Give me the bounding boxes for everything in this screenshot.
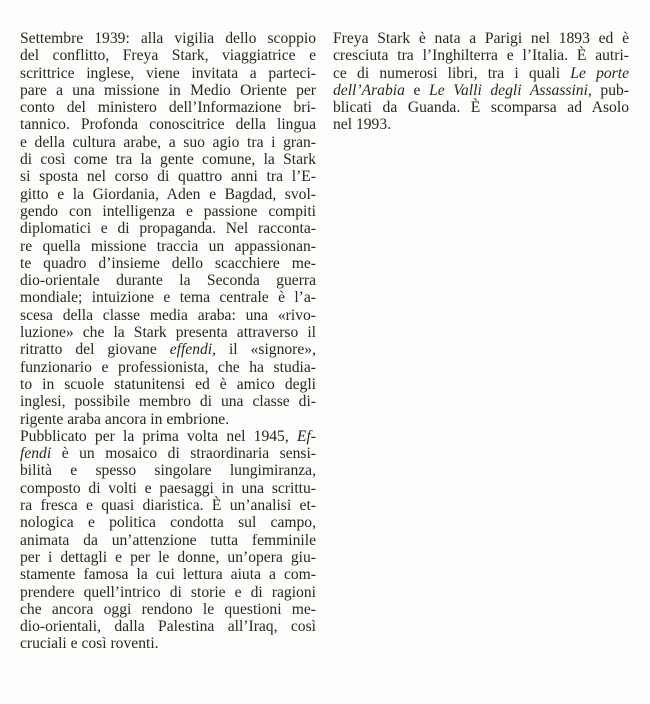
text-line [20,584,316,601]
text-run: è un mosaico di straordinaria sensi- [51,445,316,463]
text-run: Pubblicato per la prima volta nel 1945, [20,427,297,445]
text-run: mondiale; intuizione e tema centrale è l’a- [20,289,316,307]
text-run: ritratto del giovane [20,341,170,359]
text-line [20,30,316,47]
text-run: ra fresca e quasi diaristica. È un’analisi et- [20,497,316,515]
text-run: conto del ministero dell’Informazione bri- [20,99,316,117]
italic-title: dell’Arabia [333,81,405,99]
text-line [20,168,316,185]
text-line [20,393,316,410]
text-line [333,30,629,47]
text-run: ce di numerosi libri, tra i quali [333,64,571,82]
text-run: scesa della classe media araba: una «rivo- [20,306,316,324]
text-line [20,462,316,479]
text-line [20,549,316,566]
text-line [20,566,316,583]
text-run: rigente araba ancora in embrione. [20,410,230,428]
left-column [20,30,316,653]
text-run: Freya Stark è nata a Parigi nel 1893 ed è [333,30,629,47]
text-line [20,307,316,324]
italic-title: Le porte [570,64,629,82]
text-run: il «signore», [216,341,316,359]
text-run: re quella missione traccia un appassionan- [20,237,316,255]
text-run: nologica e politica condotta sul campo, [20,514,316,532]
text-line [333,116,629,133]
text-run: per i dettagli e per le donne, un’opera giu- [20,548,316,566]
text-line [20,532,316,549]
text-run: prendere quell’intrico di storie e di ragioni [20,583,316,601]
italic-title: effendi, [169,341,217,359]
text-run: stamente famosa la cui lettura aiuta a com- [20,566,316,584]
text-line [20,272,316,289]
text-line [20,411,316,428]
text-run: funzionario e professionista, che ha studia- [20,358,316,376]
right-column [333,30,629,134]
italic-title: Le Valli degli Assassini [429,81,588,99]
text-line [333,99,629,116]
text-line [20,47,316,64]
text-line [20,238,316,255]
right-paragraph [333,30,629,134]
text-run: scrittrice inglese, viene invitata a parteci- [20,64,316,82]
italic-title: Ef- [296,427,316,445]
text-line [20,341,316,358]
text-run: luzione» che la Stark presenta attraverso il [20,324,316,342]
text-line [20,116,316,133]
text-line [20,82,316,99]
text-run: gendo con intelligenza e passione compiti [20,202,316,220]
text-line [20,255,316,272]
text-line [20,134,316,151]
text-run: gitto e la Giordania, Aden e Bagdad, svol- [20,185,316,203]
text-run: diplomatici e di propaganda. Nel racconta- [20,220,316,238]
text-line [20,220,316,237]
text-line [333,82,629,99]
text-line [20,514,316,531]
text-line [20,445,316,462]
text-line [20,601,316,618]
text-run: , pub- [587,81,629,99]
text-run: del conflitto, Freya Stark, viaggiatrice e [20,47,316,65]
text-run: animata da un’attenzione tutta femminile [20,531,316,549]
text-run: composto di volti e paesaggi in una scrittu- [20,479,316,497]
text-run: tannico. Profonda conoscitrice della lingua [20,116,316,134]
text-line [20,428,316,445]
text-line [20,359,316,376]
text-line [20,324,316,341]
text-line [20,497,316,514]
text-run: e [404,81,430,99]
text-run: nel 1993. [333,116,392,134]
text-run: di così come tra la gente comune, la Stark [20,151,316,169]
text-run: inglesi, possibile membro di una classe di- [20,393,316,411]
text-line [20,186,316,203]
text-run: si sposta nel corso di quattro anni tra l’E- [20,168,316,186]
left-paragraph [20,428,316,653]
text-line [20,65,316,82]
left-paragraph [20,30,316,428]
text-run: blicati da Guanda. È scomparsa ad Asolo [333,99,629,117]
text-line [20,480,316,497]
text-run: Settembre 1939: alla vigilia dello scoppio [20,30,316,47]
text-run: bilità e spesso singolare lungimiranza, [20,462,316,480]
italic-title: fendi [20,445,52,463]
text-line [20,376,316,393]
text-line [20,203,316,220]
text-line [20,618,316,635]
text-line [20,289,316,306]
text-run: pare a una missione in Medio Oriente per [20,81,316,99]
text-run: cresciuta tra l’Inghilterra e l’Italia. È autri- [333,47,629,65]
text-run: che ancora oggi rendono le questioni me- [20,600,316,618]
text-line [20,151,316,168]
text-run: te quadro d’insieme dello scacchiere me- [20,254,316,272]
text-line [20,99,316,116]
text-line [20,635,316,652]
text-run: e della cultura arabe, a suo agio tra i gran- [20,133,316,151]
text-line [333,47,629,64]
text-run: to in scuole statunitensi ed è amico degli [20,375,316,393]
text-run: dio-orientale durante la Seconda guerra [20,272,316,290]
text-run: cruciali e così roventi. [20,635,159,653]
text-line [333,65,629,82]
text-run: dio-orientali, dalla Palestina all’Iraq, così [20,618,316,636]
